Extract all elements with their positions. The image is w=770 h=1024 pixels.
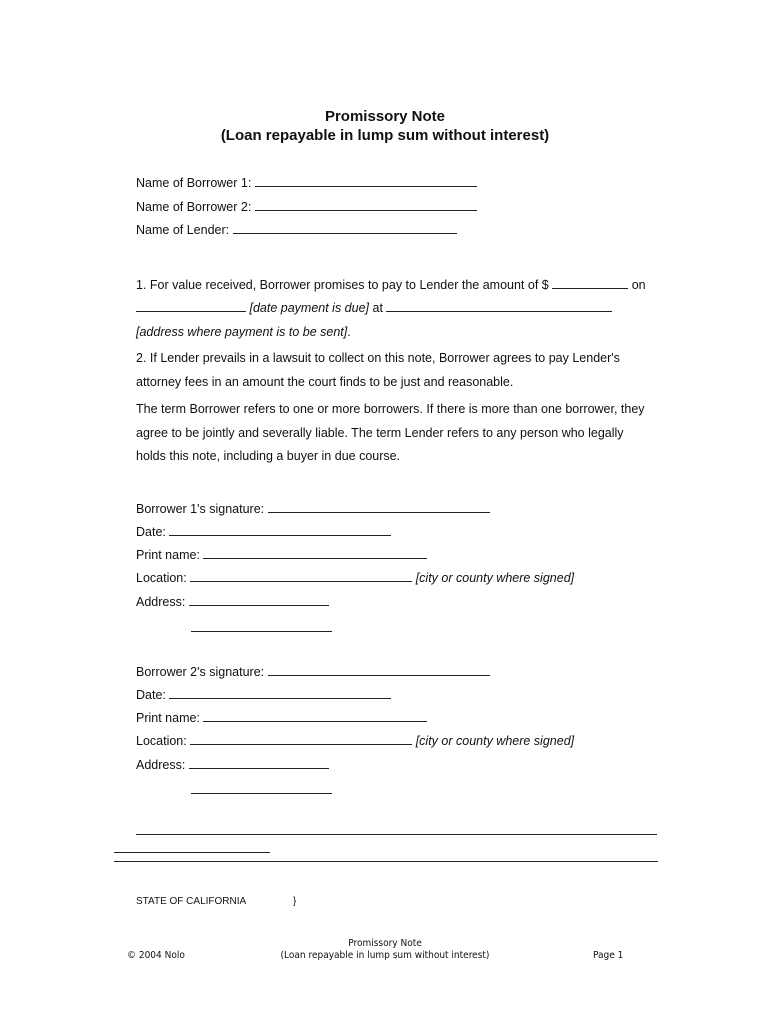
borrower1-location-field[interactable] bbox=[190, 571, 412, 582]
para3-line2: agree to be jointly and severally liable. The term Lender refers to any person who legally bbox=[136, 426, 624, 440]
borrower2-name-row bbox=[136, 200, 477, 214]
borrower2-print-row bbox=[136, 711, 427, 725]
amount-field[interactable] bbox=[552, 278, 628, 289]
para2-line2: attorney fees in an amount the court finds to be just and reasonable. bbox=[136, 375, 514, 389]
borrower1-location-row bbox=[136, 571, 574, 585]
para1-line1 bbox=[136, 278, 646, 292]
borrower2-print-label: Print name: bbox=[136, 711, 200, 725]
borrower1-address-field-1[interactable] bbox=[189, 595, 329, 606]
borrower1-location-label: Location: bbox=[136, 571, 187, 585]
date-hint: [date payment is due] bbox=[249, 301, 370, 315]
para1-at: at bbox=[372, 301, 383, 315]
lender-name-field[interactable] bbox=[233, 223, 457, 234]
footer-subtitle: (Loan repayable in lump sum without interest) bbox=[280, 950, 490, 961]
borrower1-date-row bbox=[136, 525, 391, 539]
borrower1-location-hint: [city or county where signed] bbox=[415, 571, 575, 585]
borrower1-print-label: Print name: bbox=[136, 548, 200, 562]
borrower1-signature-row bbox=[136, 502, 490, 516]
borrower1-address-row bbox=[136, 595, 329, 609]
separator-rule-1 bbox=[136, 834, 657, 835]
borrower1-date-field[interactable] bbox=[169, 525, 391, 536]
borrower2-date-label: Date: bbox=[136, 688, 166, 702]
borrower2-location-row bbox=[136, 734, 574, 748]
borrower1-signature-label: Borrower 1's signature: bbox=[136, 502, 265, 516]
borrower2-print-field[interactable] bbox=[203, 711, 427, 722]
borrower2-signature-row bbox=[136, 665, 490, 679]
borrower1-address-field-2[interactable] bbox=[191, 631, 332, 632]
borrower2-location-label: Location: bbox=[136, 734, 187, 748]
borrower2-location-hint: [city or county where signed] bbox=[415, 734, 575, 748]
para3-line3: holds this note, including a buyer in due course. bbox=[136, 449, 401, 463]
borrower2-date-field[interactable] bbox=[169, 688, 391, 699]
para1-on: on bbox=[631, 278, 646, 292]
separator-rule-2 bbox=[114, 861, 658, 862]
borrower1-name-row bbox=[136, 176, 477, 190]
borrower2-signature-label: Borrower 2's signature: bbox=[136, 665, 265, 679]
footer-copyright: © 2004 Nolo bbox=[127, 950, 185, 961]
payment-address-field[interactable] bbox=[386, 301, 612, 312]
separator-rule-short bbox=[114, 852, 270, 853]
state-label: STATE OF CALIFORNIA bbox=[136, 896, 247, 907]
borrower2-date-row bbox=[136, 688, 391, 702]
borrower2-address-field-2[interactable] bbox=[191, 793, 332, 794]
borrower2-signature-field[interactable] bbox=[268, 665, 490, 676]
para3-line1: The term Borrower refers to one or more borrowers. If there is more than one borrower, they bbox=[136, 402, 645, 416]
borrower2-address-label: Address: bbox=[136, 758, 186, 772]
address-hint: [address where payment is to be sent] bbox=[136, 325, 348, 339]
lender-name-label: Name of Lender: bbox=[136, 223, 230, 237]
borrower1-print-row bbox=[136, 548, 427, 562]
footer-title: Promissory Note bbox=[348, 938, 422, 949]
para2-line1: 2. If Lender prevails in a lawsuit to collect on this note, Borrower agrees to pay Lender's bbox=[136, 351, 620, 365]
borrower1-print-field[interactable] bbox=[203, 548, 427, 559]
borrower2-name-field[interactable] bbox=[255, 200, 477, 211]
borrower1-date-label: Date: bbox=[136, 525, 166, 539]
borrower1-name-field[interactable] bbox=[255, 176, 477, 187]
document-subtitle: (Loan repayable in lump sum without interest) bbox=[220, 127, 550, 144]
footer-page-number: Page 1 bbox=[593, 950, 624, 961]
borrower2-address-field-1[interactable] bbox=[189, 758, 329, 769]
borrower2-name-label: Name of Borrower 2: bbox=[136, 200, 252, 214]
para1-line2 bbox=[136, 301, 612, 315]
para1-line3 bbox=[136, 325, 351, 339]
due-date-field[interactable] bbox=[136, 301, 246, 312]
borrower2-location-field[interactable] bbox=[190, 734, 412, 745]
borrower2-address-row bbox=[136, 758, 329, 772]
borrower1-address-label: Address: bbox=[136, 595, 186, 609]
para1-period: . bbox=[347, 325, 351, 339]
para1-text: 1. For value received, Borrower promises to pay to Lender the amount of $ bbox=[136, 278, 549, 292]
document-title: Promissory Note bbox=[324, 108, 446, 125]
lender-name-row bbox=[136, 223, 457, 237]
borrower1-signature-field[interactable] bbox=[268, 502, 490, 513]
state-brace: } bbox=[293, 896, 297, 907]
borrower1-name-label: Name of Borrower 1: bbox=[136, 176, 252, 190]
